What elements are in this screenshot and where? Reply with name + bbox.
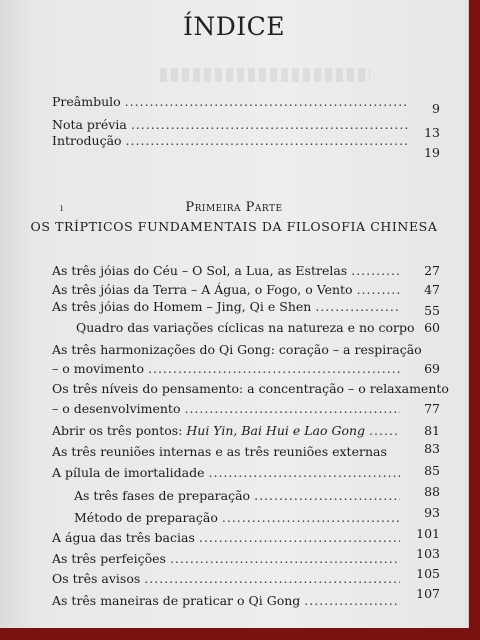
toc-entry: As três reuniões internas e as três reuniões externas [52, 444, 387, 459]
toc-entry: A pílula de imortalidade ..... [52, 465, 404, 481]
toc-subentry: Método de preparação ..... [74, 510, 404, 526]
bleed-through-text [160, 68, 370, 82]
toc-entry: Os três avisos ..... [52, 571, 404, 587]
toc-entry: As três perfeições ..... [52, 551, 404, 567]
part-title: OS TRÍPTICOS FUNDAMENTAIS DA FILOSOFIA CHINESA [30, 219, 438, 234]
toc-subentry: Quadro das variações cíclicas na natureza e no corpo [76, 320, 415, 335]
toc-entry: Abrir os três pontos: Hui Yin, Bai Hui e Lao Gong ..... [52, 423, 404, 439]
toc-page-number: 60 [424, 320, 440, 335]
toc-page-number: 101 [416, 526, 440, 541]
toc-page-number: 85 [424, 463, 440, 478]
toc-entry: As três jóias do Céu – O Sol, a Lua, as Estrelas ..... [52, 263, 404, 279]
toc-page-number: 69 [424, 361, 440, 376]
toc-page-number: 93 [424, 505, 440, 520]
toc-page-number: 47 [424, 282, 440, 297]
toc-entry-continued: – o movimento ..... [52, 361, 404, 377]
toc-entry: As três jóias do Homem – Jing, Qi e Shen ..... [52, 299, 404, 315]
margin-mark: ı [60, 203, 64, 214]
toc-entry-nota-previa: Nota prévia ..... [52, 117, 412, 133]
toc-entry: A água das três bacias ..... [52, 530, 404, 546]
toc-page-number: 9 [432, 101, 440, 116]
toc-page-number: 88 [424, 484, 440, 499]
toc-page-number: 19 [424, 145, 440, 160]
toc-page-number: 13 [424, 125, 440, 140]
toc-page-number: 103 [416, 546, 440, 561]
toc-entry: As três harmonizações do Qi Gong: coração – a respiração [52, 342, 422, 357]
toc-entry: As três jóias da Terra – A Água, o Fogo, o Vento ..... [52, 282, 404, 298]
toc-page-number: 105 [416, 566, 440, 581]
toc-entry-introducao: Introdução ..... [52, 133, 412, 149]
toc-page-number: 55 [424, 303, 440, 318]
part-label: Primeira Parte [185, 200, 283, 215]
toc-page-number: 107 [416, 586, 440, 601]
toc-entry: As três maneiras de praticar o Qi Gong ..... [52, 593, 404, 609]
toc-page-number: 81 [424, 423, 440, 438]
toc-entry-continued: – o desenvolvimento ..... [52, 401, 404, 417]
toc-page-number: 77 [424, 401, 440, 416]
toc-page-number: 27 [424, 263, 440, 278]
index-heading: ÍNDICE [182, 12, 286, 41]
toc-entry-preambulo: Preâmbulo ..... [52, 94, 412, 110]
toc-page-number: 83 [424, 441, 440, 456]
toc-subentry: As três fases de preparação ..... [74, 488, 404, 504]
toc-entry: Os três níveis do pensamento: a concentração – o relaxamento [52, 381, 449, 396]
